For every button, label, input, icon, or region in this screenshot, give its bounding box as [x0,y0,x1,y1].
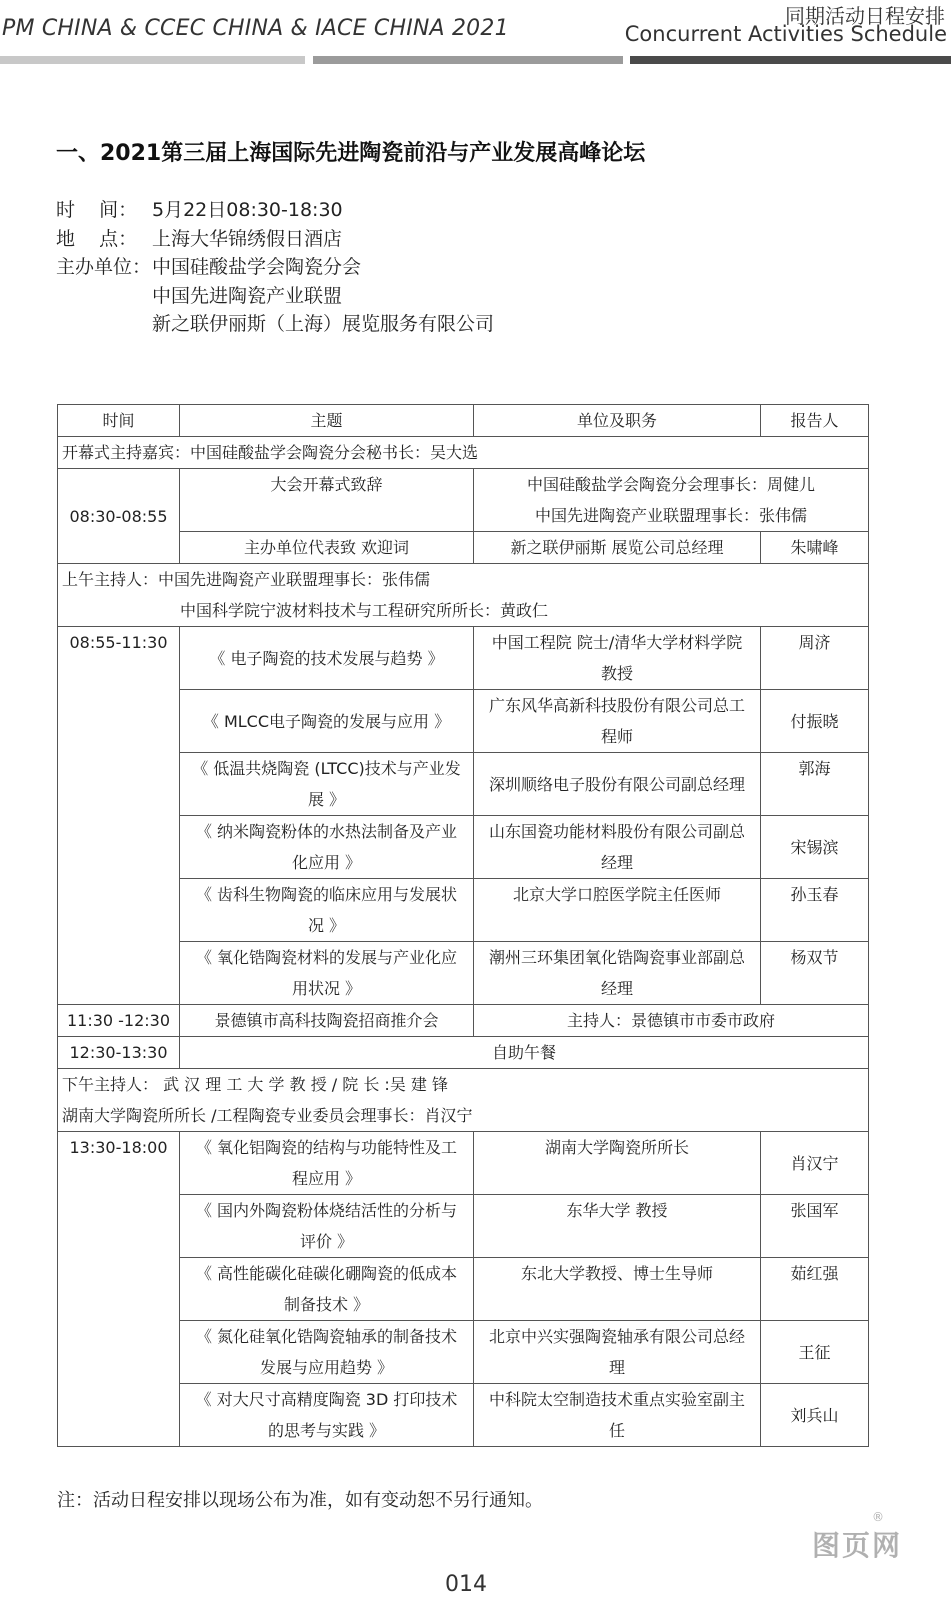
talk-unit: 山东国瓷功能材料股份有限公司副总 经理 [474,816,761,879]
meta-org-1: 中国硅酸盐学会陶瓷分会 [152,256,362,278]
talk-topic: 《 MLCC电子陶瓷的发展与应用 》 [180,690,474,753]
talk-topic: 《 国内外陶瓷粉体烧结活性的分析与评价 》 [180,1195,474,1258]
footnote: 注：活动日程安排以现场公布为准，如有变动恕不另行通知。 [57,1490,543,1511]
talk-speaker: 孙玉春 [761,879,869,942]
event-meta [56,196,494,339]
meta-org-row [56,253,494,282]
opening-host-row [58,437,869,469]
page-number: 014 [445,1572,487,1597]
talk-speaker: 周济 [761,627,869,690]
schedule-table [57,404,869,1447]
talk-unit: 北京大学口腔医学院主任医师 [474,879,761,942]
talk-speaker: 张国军 [761,1195,869,1258]
table-row [58,1321,869,1384]
talk-speaker: 茹红强 [761,1258,869,1321]
talk-unit: 深圳顺络电子股份有限公司副总经理 [474,753,761,816]
meta-place-value: 上海大华锦绣假日酒店 [152,227,343,250]
talk-topic: 《 氧化铝陶瓷的结构与功能特性及工程应用 》 [180,1132,474,1195]
talk-topic: 《 齿科生物陶瓷的临床应用与发展状况 》 [180,879,474,942]
opening-speaker-2: 中国先进陶瓷产业联盟理事长：张伟儒 [534,506,807,525]
opening-speakers [474,469,869,532]
watermark-logo: 图页网 [812,1529,903,1562]
meta-org-row-2 [56,282,494,311]
talk-unit: 中国工程院 院士/清华大学材料学院教授 [474,627,761,690]
talk-speaker: 郭海 [761,753,869,816]
table-row [58,1384,869,1447]
table-row [58,1132,869,1195]
welcome-speaker: 朱啸峰 [761,532,869,564]
meta-place-row [56,225,494,254]
table-row [58,942,869,1005]
talk-unit: 北京中兴实强陶瓷轴承有限公司总经理 [474,1321,761,1384]
talk-topic: 《 对大尺寸高精度陶瓷 3D 打印技术的思考与实践 》 [180,1384,474,1447]
meta-place-label: 地 点： [56,227,138,250]
welcome-topic: 主办单位代表致 欢迎词 [180,532,474,564]
header-cell-time: 时间 [58,405,180,437]
lunch-row [58,1037,869,1069]
table-row [58,690,869,753]
talk-speaker: 付振晓 [761,690,869,753]
section-title: 一、2021第三届上海国际先进陶瓷前沿与产业发展高峰论坛 [56,141,646,166]
opening-row [58,469,869,532]
header-schedule-title-cn: 同期活动日程安排 [785,4,945,28]
afternoon-time: 13:30-18:00 [58,1132,180,1447]
welcome-row [58,532,869,564]
header-cell-speaker: 报告人 [761,405,869,437]
talk-topic: 《 电子陶瓷的技术发展与趋势 》 [180,627,474,690]
opening-speaker-1: 中国硅酸盐学会陶瓷分会理事长：周健儿 [526,475,815,494]
opening-host-text: 开幕式主持嘉宾：中国硅酸盐学会陶瓷分会秘书长：吴大选 [58,437,869,469]
welcome-unit: 新之联伊丽斯 展览公司总经理 [474,532,761,564]
table-row [58,1258,869,1321]
talk-unit: 中科院太空制造技术重点实验室副主任 [474,1384,761,1447]
morning-host-2: 中国科学院宁波材料技术与工程研究所所长：黄政仁 [180,601,549,620]
afternoon-host-row [58,1069,869,1132]
morning-host-row [58,564,869,627]
table-row [58,627,869,690]
talk-speaker: 宋锡滨 [761,816,869,879]
promo-host: 主持人：景德镇市市委市政府 [474,1005,869,1037]
talk-speaker: 王征 [761,1321,869,1384]
promo-row [58,1005,869,1037]
talk-topic: 《 纳米陶瓷粉体的水热法制备及产业化应用 》 [180,816,474,879]
talk-unit: 广东风华高新科技股份有限公司总工程师 [474,690,761,753]
meta-org-2: 中国先进陶瓷产业联盟 [152,284,343,307]
lunch-time: 12:30-13:30 [58,1037,180,1069]
morning-time: 08:55-11:30 [58,627,180,1005]
table-row [58,753,869,816]
morning-host-1: 上午主持人：中国先进陶瓷产业联盟理事长：张伟儒 [62,570,431,589]
afternoon-host [58,1069,869,1132]
talk-unit: 东北大学教授、博士生导师 [474,1258,761,1321]
meta-time-row [56,196,494,225]
talk-topic: 《 氧化锆陶瓷材料的发展与产业化应用状况 》 [180,942,474,1005]
talk-speaker: 肖汉宁 [761,1132,869,1195]
talk-speaker: 刘兵山 [761,1384,869,1447]
meta-org-row-3 [56,310,494,339]
talk-topic: 《 高性能碳化硅碳化硼陶瓷的低成本制备技术 》 [180,1258,474,1321]
table-row [58,879,869,942]
header-divider-light [0,56,305,64]
header-schedule-title-en: Concurrent Activities Schedule [624,22,947,46]
registered-mark-icon: ® [872,1510,884,1524]
header-event-name: PM CHINA & CCEC CHINA & IACE CHINA 2021 [2,16,509,41]
header-cell-topic: 主题 [180,405,474,437]
meta-time-value: 5月22日08:30-18:30 [152,199,343,221]
meta-time-label: 时 间： [56,199,138,221]
opening-topic: 大会开幕式致辞 [180,469,474,532]
talk-speaker: 杨双节 [761,942,869,1005]
talk-topic: 《 氮化硅氧化锆陶瓷轴承的制备技术发展与应用趋势 》 [180,1321,474,1384]
meta-org-label: 主办单位： [56,256,152,278]
lunch-label: 自助午餐 [180,1037,869,1069]
promo-topic: 景德镇市高科技陶瓷招商推介会 [180,1005,474,1037]
talk-unit: 东华大学 教授 [474,1195,761,1258]
afternoon-host-1: 下午主持人： 武 汉 理 工 大 学 教 授 / 院 长 :吴 建 锋 [62,1075,448,1094]
afternoon-host-2: 湖南大学陶瓷所所长 /工程陶瓷专业委员会理事长：肖汉宁 [62,1106,473,1125]
header-divider-mid [313,56,623,64]
talk-topic: 《 低温共烧陶瓷 (LTCC)技术与产业发展 》 [180,753,474,816]
table-header-row [58,405,869,437]
header-cell-unit: 单位及职务 [474,405,761,437]
opening-time: 08:30-08:55 [58,469,180,564]
talk-unit: 潮州三环集团氧化锆陶瓷事业部副总经理 [474,942,761,1005]
table-row [58,1195,869,1258]
header-divider-dark [630,56,951,64]
table-row [58,816,869,879]
morning-host [58,564,869,627]
talk-unit: 湖南大学陶瓷所所长 [474,1132,761,1195]
promo-time: 11:30 -12:30 [58,1005,180,1037]
meta-org-3: 新之联伊丽斯（上海）展览服务有限公司 [152,313,495,335]
